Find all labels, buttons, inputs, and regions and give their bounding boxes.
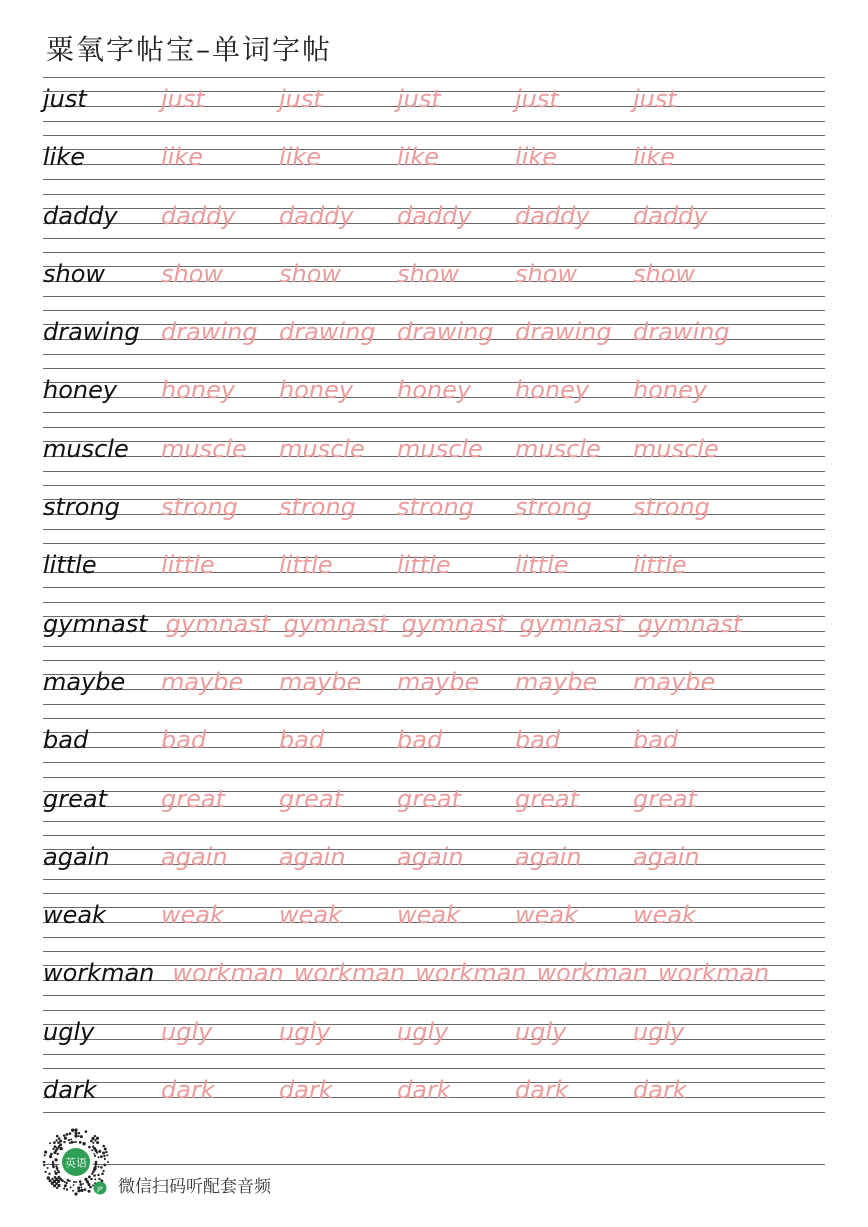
trace-word: dark <box>633 1076 687 1105</box>
trace-copies <box>161 779 825 819</box>
trace-copies <box>161 837 825 877</box>
ruled-line <box>43 543 825 544</box>
trace-word: honey <box>397 376 472 405</box>
trace-word: strong <box>397 493 474 522</box>
trace-word: just <box>633 85 677 113</box>
trace-word: gymnast <box>401 609 507 638</box>
word-example: ugly <box>43 1017 95 1046</box>
trace-word: drawing <box>633 318 730 347</box>
trace-word: muscle <box>279 434 365 463</box>
trace-word: just <box>279 85 323 113</box>
word-row <box>43 427 825 485</box>
trace-word: bad <box>397 726 443 755</box>
word-row <box>43 368 825 426</box>
ruled-line <box>43 252 825 253</box>
word-row <box>43 135 825 193</box>
ruled-line <box>43 718 825 719</box>
trace-copies <box>161 487 825 527</box>
word-row <box>43 1068 825 1126</box>
ruled-line <box>43 995 825 996</box>
word-row <box>43 77 825 135</box>
word-example: dark <box>43 1076 97 1105</box>
trace-word: workman <box>415 959 527 988</box>
word-example: little <box>43 551 97 580</box>
trace-word: honey <box>515 376 590 405</box>
ruled-line <box>43 485 825 486</box>
trace-word: ugly <box>397 1017 449 1046</box>
trace-word: weak <box>397 901 460 930</box>
trace-copies <box>161 312 825 352</box>
trace-word: workman <box>536 959 648 988</box>
trace-word: maybe <box>633 667 716 696</box>
page-title: 粟氧字帖宝–单词字帖 <box>46 33 333 66</box>
ruled-line <box>43 602 825 603</box>
ruled-line <box>43 194 825 195</box>
trace-word: weak <box>515 901 578 930</box>
trace-word: like <box>397 143 439 172</box>
trace-word: again <box>161 842 228 871</box>
word-example: show <box>43 259 106 288</box>
trace-word: bad <box>161 726 207 755</box>
trace-word: show <box>161 259 224 288</box>
word-row <box>43 543 825 601</box>
trace-word: daddy <box>633 201 708 230</box>
trace-word: little <box>279 551 333 580</box>
trace-word: show <box>515 259 578 288</box>
trace-word: maybe <box>515 667 598 696</box>
ruled-line <box>43 368 825 369</box>
trace-word: just <box>515 85 559 113</box>
trace-word: workman <box>172 959 284 988</box>
trace-word: gymnast <box>637 609 743 638</box>
trace-word: daddy <box>397 201 472 230</box>
word-example: gymnast <box>43 609 148 638</box>
trace-word: strong <box>279 493 356 522</box>
trace-word: workman <box>293 959 406 988</box>
trace-word: honey <box>279 376 354 405</box>
trace-word: little <box>397 551 451 580</box>
ruled-line <box>43 427 825 428</box>
qr-badge-text: 英语 <box>65 1156 87 1170</box>
trace-word: dark <box>161 1076 215 1105</box>
word-example: again <box>43 842 110 871</box>
trace-word: dark <box>515 1076 569 1105</box>
trace-word: drawing <box>279 318 376 347</box>
ruled-line <box>43 238 825 239</box>
trace-copies <box>161 254 825 294</box>
trace-word: like <box>633 143 675 172</box>
footer <box>40 1126 460 1201</box>
trace-word: gymnast <box>283 609 389 638</box>
trace-copies <box>161 662 825 702</box>
trace-word: maybe <box>397 667 480 696</box>
trace-copies <box>161 545 825 585</box>
trace-word: weak <box>161 901 224 930</box>
qr-corner-text: JP <box>97 1185 103 1193</box>
word-row <box>43 1010 825 1068</box>
ruled-line <box>43 529 825 530</box>
ruled-line <box>43 951 825 952</box>
trace-word: dark <box>279 1076 333 1105</box>
trace-word: bad <box>633 726 679 755</box>
qr-code-icon[interactable] <box>40 1126 112 1198</box>
trace-word: show <box>279 259 342 288</box>
trace-word: great <box>279 784 343 813</box>
word-example: great <box>43 784 107 813</box>
trace-word: bad <box>515 726 561 755</box>
ruled-line <box>43 296 825 297</box>
trace-word: honey <box>633 376 708 405</box>
trace-word: great <box>161 784 225 813</box>
word-row <box>43 835 825 893</box>
trace-word: strong <box>633 493 710 522</box>
trace-word: like <box>515 143 557 172</box>
trace-word: gymnast <box>165 609 271 638</box>
trace-word: weak <box>633 901 696 930</box>
trace-copies <box>161 370 825 410</box>
ruled-line <box>43 937 825 938</box>
ruled-line <box>43 879 825 880</box>
trace-copies <box>161 720 825 760</box>
word-example: daddy <box>43 201 118 230</box>
word-row <box>43 893 825 951</box>
trace-copies <box>161 895 825 935</box>
trace-word: muscle <box>161 434 247 463</box>
word-row <box>43 777 825 835</box>
word-row <box>43 485 825 543</box>
audio-caption: 微信扫码听配套音频 <box>118 1177 271 1197</box>
trace-word: show <box>397 259 460 288</box>
trace-word: strong <box>515 493 592 522</box>
trace-word: bad <box>279 726 325 755</box>
ruled-line <box>43 121 825 122</box>
copybook-sheet <box>43 77 825 1126</box>
trace-word: maybe <box>161 667 244 696</box>
trace-word: gymnast <box>519 609 625 638</box>
word-row <box>43 194 825 252</box>
trace-copies <box>161 1012 825 1052</box>
trace-word: like <box>279 143 321 172</box>
word-example: weak <box>43 901 106 930</box>
trace-word: just <box>397 85 441 113</box>
word-row <box>43 252 825 310</box>
trace-word: workman <box>657 959 770 988</box>
trace-word: muscle <box>515 434 601 463</box>
trace-word: like <box>161 143 203 172</box>
trace-word: drawing <box>515 318 612 347</box>
trace-word: weak <box>279 901 342 930</box>
trace-copies <box>161 429 825 469</box>
ruled-line <box>43 354 825 355</box>
trace-word: muscle <box>633 434 719 463</box>
word-example: just <box>43 85 87 113</box>
ruled-line <box>43 893 825 894</box>
trace-word: again <box>279 842 346 871</box>
word-example: workman <box>43 959 155 988</box>
ruled-line <box>43 179 825 180</box>
trace-word: ugly <box>161 1017 213 1046</box>
trace-word: great <box>633 784 697 813</box>
word-example: strong <box>43 493 120 522</box>
trace-copies <box>161 79 825 119</box>
word-row <box>43 310 825 368</box>
trace-copies <box>161 1070 825 1110</box>
word-row <box>43 951 825 1009</box>
trace-word: ugly <box>633 1017 685 1046</box>
ruled-line <box>43 135 825 136</box>
word-example: maybe <box>43 667 126 696</box>
ruled-line <box>43 646 825 647</box>
trace-word: maybe <box>279 667 362 696</box>
trace-word: again <box>515 842 582 871</box>
trace-word: little <box>633 551 687 580</box>
ruled-line <box>43 704 825 705</box>
word-example: like <box>43 143 85 172</box>
trace-copies <box>166 604 825 644</box>
ruled-line <box>43 77 825 78</box>
ruled-line <box>43 587 825 588</box>
word-row <box>43 602 825 660</box>
word-example: drawing <box>43 318 140 347</box>
ruled-line <box>43 1054 825 1055</box>
ruled-line <box>43 471 825 472</box>
trace-word: drawing <box>397 318 494 347</box>
trace-word: just <box>161 85 205 113</box>
trace-word: dark <box>397 1076 451 1105</box>
ruled-line <box>43 821 825 822</box>
trace-word: great <box>397 784 461 813</box>
trace-word: daddy <box>279 201 354 230</box>
ruled-line <box>43 310 825 311</box>
trace-copies <box>161 196 825 236</box>
word-example: muscle <box>43 434 129 463</box>
trace-copies <box>172 953 825 993</box>
word-example: bad <box>43 726 89 755</box>
ruled-line <box>43 1010 825 1011</box>
trace-word: daddy <box>161 201 236 230</box>
trace-word: ugly <box>279 1017 331 1046</box>
ruled-line <box>43 1112 825 1113</box>
trace-word: great <box>515 784 579 813</box>
ruled-line <box>43 835 825 836</box>
trace-word: again <box>397 842 464 871</box>
ruled-line <box>43 660 825 661</box>
word-example: honey <box>43 376 118 405</box>
trace-word: daddy <box>515 201 590 230</box>
ruled-line <box>43 412 825 413</box>
trace-copies <box>161 137 825 177</box>
trace-word: drawing <box>161 318 258 347</box>
trace-word: little <box>515 551 569 580</box>
ruled-line <box>43 762 825 763</box>
trace-word: show <box>633 259 696 288</box>
trace-word: little <box>161 551 215 580</box>
trace-word: again <box>633 842 700 871</box>
ruled-line <box>43 1068 825 1069</box>
trace-word: muscle <box>397 434 483 463</box>
ruled-line <box>43 777 825 778</box>
word-row <box>43 718 825 776</box>
word-row <box>43 660 825 718</box>
trace-word: strong <box>161 493 238 522</box>
trace-word: ugly <box>515 1017 567 1046</box>
trace-word: honey <box>161 376 236 405</box>
